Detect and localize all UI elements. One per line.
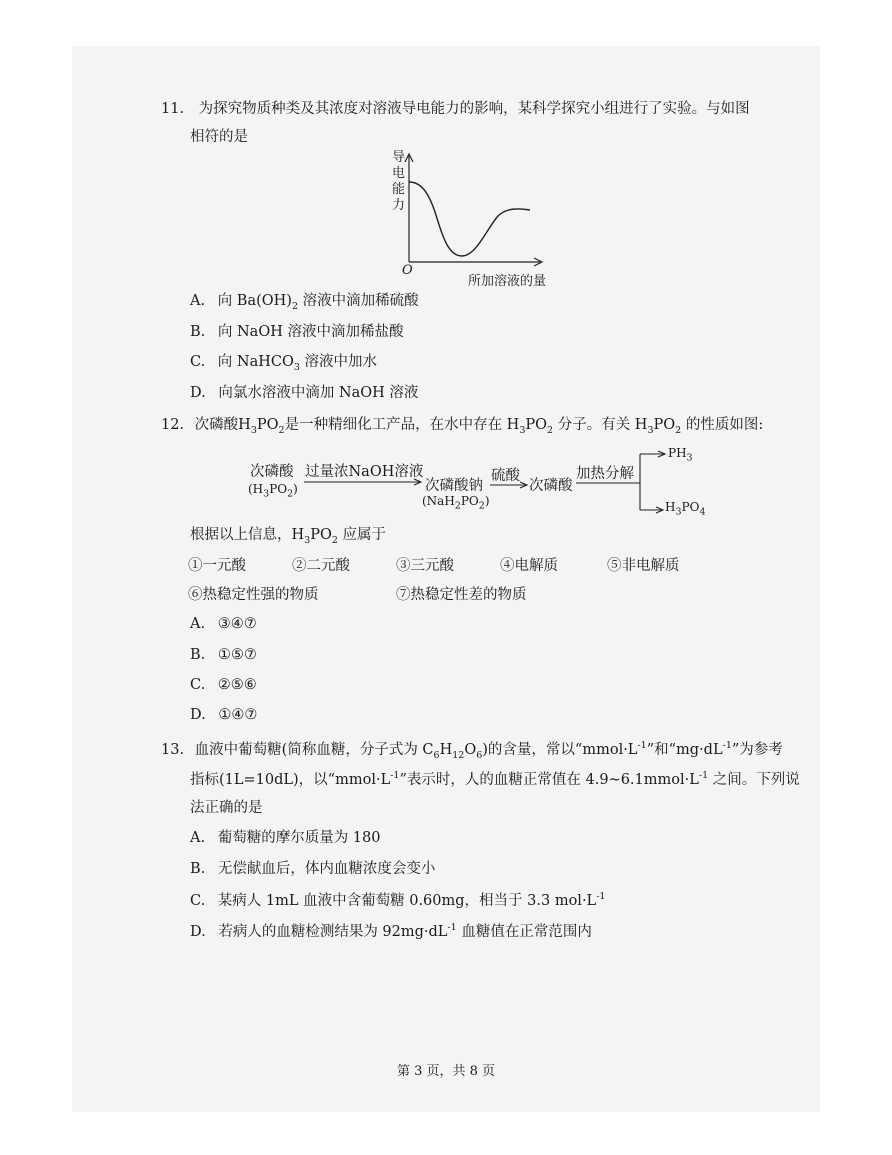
- subscript: 3: [250, 424, 257, 436]
- text: H: [439, 742, 453, 758]
- option-text: 向 NaHCO: [217, 354, 294, 370]
- text: 是一种精细化工产品，在水中存在 H: [284, 417, 520, 433]
- q13-option-a: [190, 828, 381, 848]
- text: )的含量，常以“mmol·L: [482, 742, 638, 758]
- option-letter: A.: [190, 616, 206, 632]
- text: ): [293, 482, 298, 496]
- subscript: 3: [686, 452, 693, 464]
- q11-graph-origin: O: [402, 263, 413, 278]
- subscript: 3: [304, 534, 311, 546]
- text: 之间。下列说: [708, 772, 800, 788]
- option-text: 血糖值在正常范围内: [456, 924, 592, 940]
- q11-option-d: [190, 383, 418, 403]
- q11-graph-curve: [409, 182, 530, 256]
- q12-choice-3: ③三元酸: [396, 558, 454, 574]
- q11-number: 11.: [161, 101, 185, 117]
- q13-option-c: [190, 891, 605, 911]
- option-text: 溶液中滴加稀硫酸: [298, 293, 419, 309]
- subscript: 3: [647, 424, 654, 436]
- q12-flow-product-ph3: [668, 446, 693, 464]
- text: 次磷酸H: [194, 417, 251, 433]
- q13-stem-line1: [161, 740, 783, 760]
- superscript: -1: [637, 740, 647, 752]
- q13-stem-line2: [190, 770, 800, 790]
- option-letter: C.: [190, 893, 206, 909]
- text: 的性质如图:: [681, 417, 764, 433]
- q12-flow-product-h3po4: [665, 500, 706, 518]
- option-text: 若病人的血糖检测结果为 92mg·dL: [218, 924, 448, 940]
- q11-stem-text: 为探究物质种类及其浓度对溶液导电能力的影响，某科学探究小组进行了实验。与如图: [198, 101, 750, 117]
- option-text: ③④⑦: [217, 616, 257, 632]
- subscript: 6: [476, 749, 483, 761]
- q13-stem-line3: 法正确的是: [190, 800, 263, 816]
- option-text: ①④⑦: [218, 707, 258, 723]
- q12-option-c: [190, 675, 257, 695]
- option-text: 无偿献血后，体内血糖浓度会变小: [217, 861, 436, 877]
- q12-choice-2: ②二元酸: [292, 558, 350, 574]
- text: 应属于: [337, 527, 387, 543]
- q11-graph-y-label: 导电能力: [392, 150, 406, 213]
- q11-option-b: [190, 322, 403, 342]
- q12-flow-arrow1-label: 过量浓NaOH溶液: [305, 464, 424, 480]
- q12-option-b: [190, 645, 257, 665]
- option-text: ①⑤⑦: [217, 647, 257, 663]
- text: (H: [248, 482, 264, 496]
- subscript: 12: [452, 749, 465, 761]
- subscript: 2: [291, 300, 299, 312]
- q12-choice-7: ⑦热稳定性差的物质: [396, 587, 527, 603]
- q13-option-b: [190, 859, 435, 879]
- text: ”表示时，人的血糖正常值在 4.9~6.1mmol·L: [399, 772, 699, 788]
- q12-choice-5: ⑤非电解质: [607, 558, 680, 574]
- option-text: 向氯水溶液中滴加 NaOH 溶液: [218, 385, 419, 401]
- text: ): [484, 494, 490, 508]
- option-letter: D.: [190, 924, 206, 940]
- option-letter: A.: [190, 830, 206, 846]
- text: PH: [668, 446, 687, 460]
- text: PO: [525, 417, 548, 433]
- option-text: 向 NaOH 溶液中滴加稀盐酸: [217, 324, 404, 340]
- subscript: 3: [519, 424, 526, 436]
- q12-flow-formula-nah2po2: [422, 494, 490, 512]
- subscript: 2: [331, 534, 338, 546]
- q11-option-c: [190, 352, 377, 372]
- q11-stem-line1: [161, 99, 750, 119]
- q12-choice-4: ④电解质: [500, 558, 558, 574]
- q12-choice-1: ①一元酸: [188, 558, 246, 574]
- subscript: 3: [675, 506, 682, 518]
- text: O: [464, 742, 477, 758]
- option-letter: C.: [190, 677, 206, 693]
- subscript: 6: [433, 749, 440, 761]
- option-letter: B.: [190, 647, 206, 663]
- q12-stem-text: [194, 417, 764, 436]
- subscript: 4: [699, 506, 706, 518]
- text: 指标(1L=10dL)，以“mmol·L: [190, 772, 391, 788]
- option-text: ②⑤⑥: [217, 677, 257, 693]
- q13-stem-text: [194, 740, 783, 761]
- subscript: 2: [278, 424, 285, 436]
- text: ”为参考: [731, 742, 783, 758]
- q12-option-d: [190, 705, 257, 725]
- text: PO: [460, 494, 479, 508]
- page-footer: 第 3 页，共 8 页: [396, 1064, 496, 1079]
- text: 根据以上信息，H: [190, 527, 305, 543]
- subscript: 2: [547, 424, 554, 436]
- subscript: 2: [287, 488, 294, 500]
- q12-stem: [161, 415, 763, 435]
- superscript: -1: [698, 770, 709, 782]
- q12-flow-node-sodium-hypophosphite: 次磷酸钠: [425, 478, 483, 494]
- text: PO: [269, 482, 288, 496]
- subscript: 2: [478, 500, 485, 512]
- q11-stem-line2: 相符的是: [190, 129, 248, 145]
- subscript: 3: [263, 488, 270, 500]
- option-letter: A.: [190, 293, 206, 309]
- superscript: -1: [390, 770, 400, 782]
- option-letter: D.: [190, 707, 206, 723]
- q12-option-a: [190, 614, 257, 634]
- text: 分子。有关 H: [553, 417, 648, 433]
- q12-number: 12.: [161, 417, 185, 433]
- q12-flow-node-hypophosphorous-acid: 次磷酸: [250, 464, 294, 480]
- q12-choice-6: ⑥热稳定性强的物质: [188, 587, 319, 603]
- option-text: 溶液中加水: [299, 354, 378, 370]
- option-text: 葡萄糖的摩尔质量为 180: [217, 830, 381, 846]
- q12-flow-arrow2-label: 硫酸: [491, 468, 520, 484]
- text: PO: [681, 500, 700, 514]
- text: H: [665, 500, 676, 514]
- text: (NaH: [422, 494, 455, 508]
- text: PO: [310, 527, 332, 543]
- q12-flow-node-hypophosphorous-acid-2: 次磷酸: [529, 478, 573, 494]
- superscript: -1: [596, 891, 606, 903]
- q13-number: 13.: [161, 742, 185, 758]
- option-letter: B.: [190, 861, 206, 877]
- superscript: -1: [447, 922, 457, 934]
- subscript: 2: [454, 500, 461, 512]
- superscript: -1: [722, 740, 732, 752]
- text: ”和“mg·dL: [646, 742, 723, 758]
- text: PO: [653, 417, 676, 433]
- text: 血液中葡萄糖(简称血糖，分子式为 C: [194, 742, 434, 758]
- subscript: 2: [675, 424, 682, 436]
- subscript: 3: [293, 361, 300, 373]
- option-letter: D.: [190, 385, 206, 401]
- q11-graph-x-label: 所加溶液的量: [468, 274, 547, 289]
- q12-prompt: [190, 525, 386, 545]
- option-letter: B.: [190, 324, 206, 340]
- option-text: 某病人 1mL 血液中含葡萄糖 0.60mg，相当于 3.3 mol·L: [217, 893, 597, 909]
- q12-flow-arrow3-label: 加热分解: [576, 466, 634, 482]
- text: PO: [256, 417, 279, 433]
- option-letter: C.: [190, 354, 206, 370]
- q13-option-d: [190, 922, 592, 942]
- q12-flow-formula-h3po2: [248, 482, 298, 500]
- option-text: 向 Ba(OH): [217, 293, 292, 309]
- q11-option-a: [190, 291, 419, 311]
